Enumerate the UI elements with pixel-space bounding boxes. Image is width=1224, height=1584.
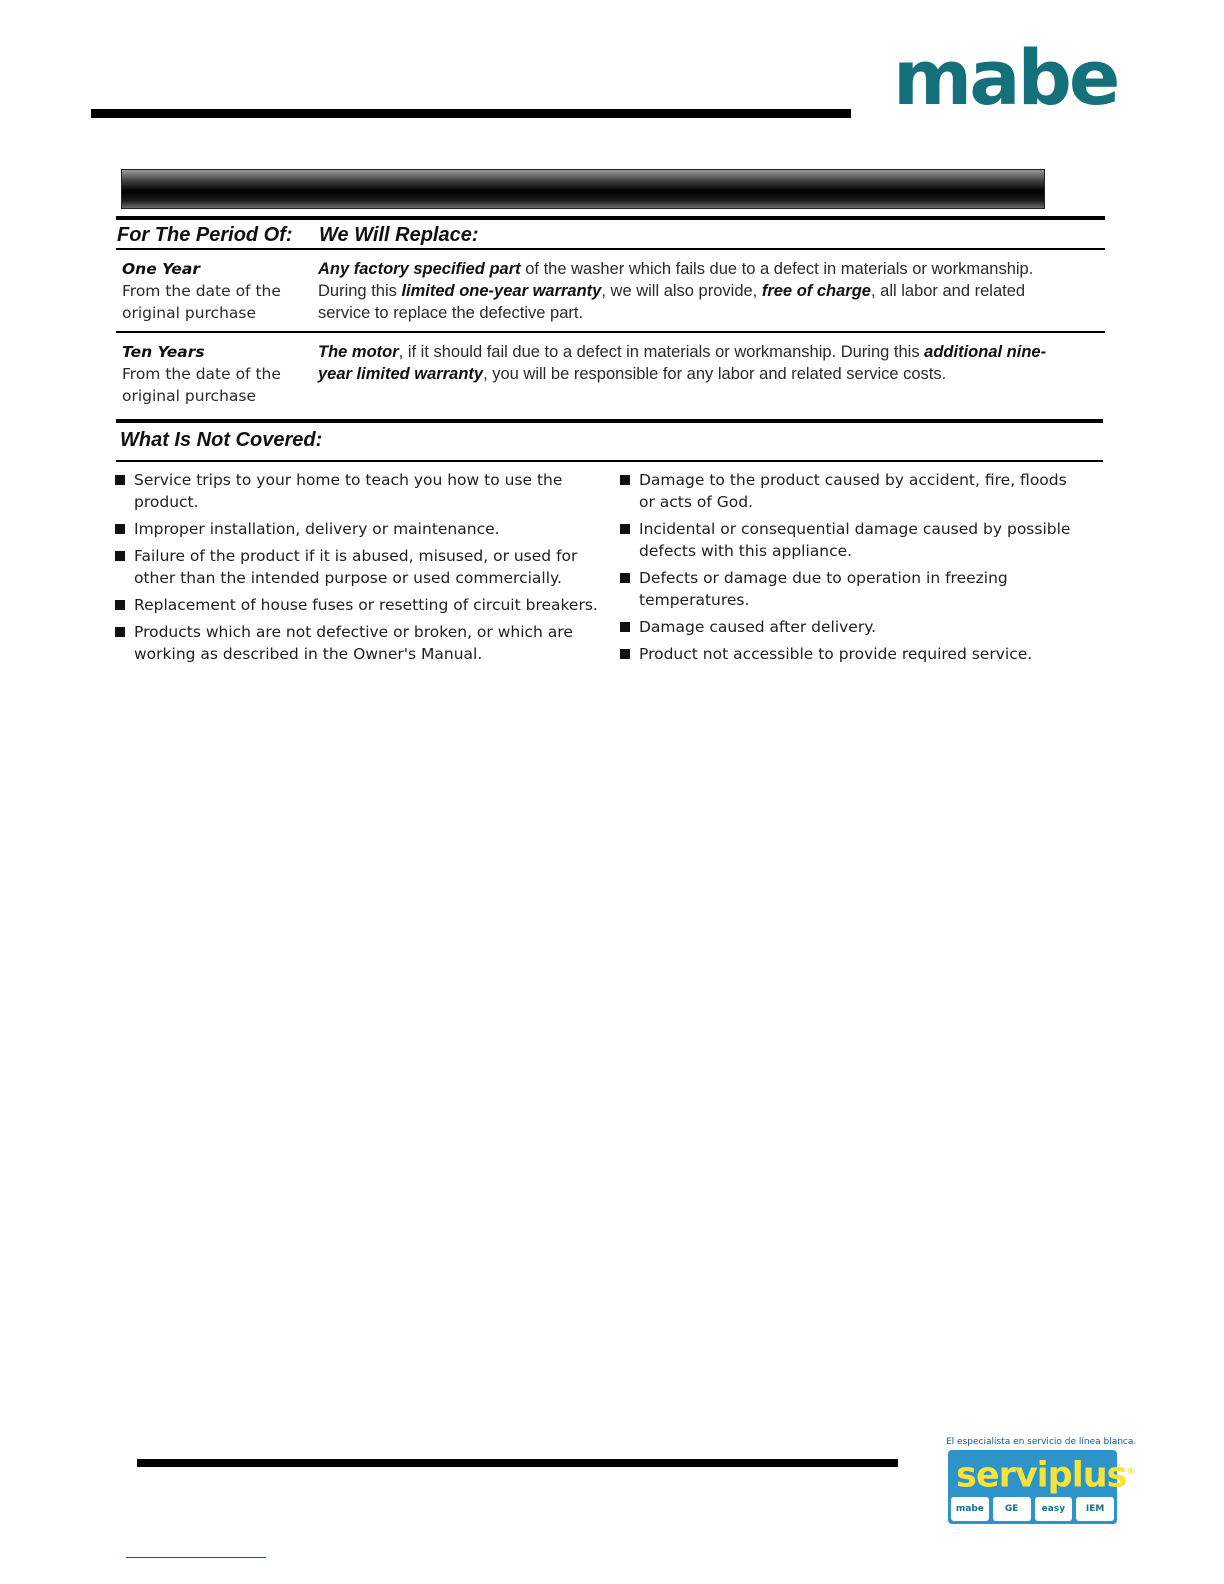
emphasis-text: Any factory specified part [318,260,521,278]
not-covered-title: What Is Not Covered: [120,429,323,451]
bullet-icon [115,475,125,485]
bullet-icon [620,475,630,485]
registered-mark: ® [1126,1467,1135,1477]
list-item [620,469,1080,513]
replace-ten-years [318,341,1068,385]
not-covered-divider [116,460,1103,462]
list-item-text: Products which are not defective or broken, or which are working as described in the Owner's Manual. [134,623,573,663]
list-item-text: Incidental or consequential damage caused by possible defects with this appliance. [639,520,1071,560]
footer-rule [137,1459,898,1467]
period-sub: original purchase [122,304,257,322]
serviplus-tagline: El especialista en servicio de línea blanca. [946,1437,1137,1447]
not-covered-list-right [620,469,1080,670]
serviplus-word: serviplus [956,1455,1127,1496]
emphasis-text: The motor [318,343,399,361]
footer-link-underline[interactable] [126,1557,266,1558]
list-item-text: Damage to the product caused by accident, fire, floods or acts of God. [639,471,1067,511]
bullet-icon [115,524,125,534]
replace-one-year [318,258,1068,324]
period-ten-years [122,341,307,407]
period-sub: From the date of the [122,282,281,300]
list-item-text: Failure of the product if it is abused, misused, or used for other than the intended purpose or used commercially. [134,547,578,587]
bullet-icon [620,649,630,659]
header-rule [91,109,851,118]
bullet-icon [620,524,630,534]
list-item-text: Damage caused after delivery. [639,618,877,636]
list-item [115,469,600,513]
table-top-rule [116,216,1105,220]
brand-ge-logo: GE [993,1497,1031,1521]
body-text: of the washer which fails due to a defect in materials or workmanship. During this [318,260,1034,300]
period-title: Ten Years [122,343,205,361]
emphasis-text: limited one-year warranty [401,282,602,300]
list-item-text: Improper installation, delivery or maintenance. [134,520,500,538]
emphasis-text: free of charge [761,282,871,300]
period-sub: From the date of the [122,365,281,383]
not-covered-top-rule [116,419,1103,423]
list-item-text: Product not accessible to provide required service. [639,645,1033,663]
list-item [115,621,600,665]
brand-iem-logo: IEM [1076,1497,1114,1521]
period-sub: original purchase [122,387,257,405]
list-item-text: Service trips to your home to teach you how to use the product. [134,471,563,511]
not-covered-list-left [115,469,600,670]
body-text: , we will also provide, [601,282,762,300]
col-header-period: For The Period Of: [117,224,293,246]
emphasis-text: additional nine-year limited warranty [318,343,1047,383]
body-text: , if it should fail due to a defect in materials or workmanship. During this [398,343,925,361]
body-text: , you will be responsible for any labor and related service costs. [483,365,947,383]
period-title: One Year [122,260,200,278]
section-banner [121,169,1045,209]
brand-mabe-logo: mabe [951,1497,989,1521]
list-item [620,567,1080,611]
brand-easy-logo: easy [1035,1497,1073,1521]
bullet-icon [620,573,630,583]
brand-strip [951,1497,1114,1521]
list-item [115,594,600,616]
col-header-replace: We Will Replace: [319,224,479,246]
bullet-icon [115,627,125,637]
serviplus-logo [948,1450,1135,1524]
header-divider [116,248,1105,250]
list-item [620,518,1080,562]
row-divider [116,331,1105,333]
list-item-text: Replacement of house fuses or resetting of circuit breakers. [134,596,598,614]
list-item [115,545,600,589]
bullet-icon [115,551,125,561]
body-text: , all labor and related service to replace the defective part. [318,282,1026,322]
period-one-year [122,258,307,324]
bullet-icon [620,622,630,632]
list-item [620,643,1080,665]
mabe-logo: mabe [893,33,1118,122]
list-item-text: Defects or damage due to operation in freezing temperatures. [639,569,1008,609]
serviplus-wordmark [956,1450,1134,1498]
list-item [620,616,1080,638]
list-item [115,518,600,540]
bullet-icon [115,600,125,610]
